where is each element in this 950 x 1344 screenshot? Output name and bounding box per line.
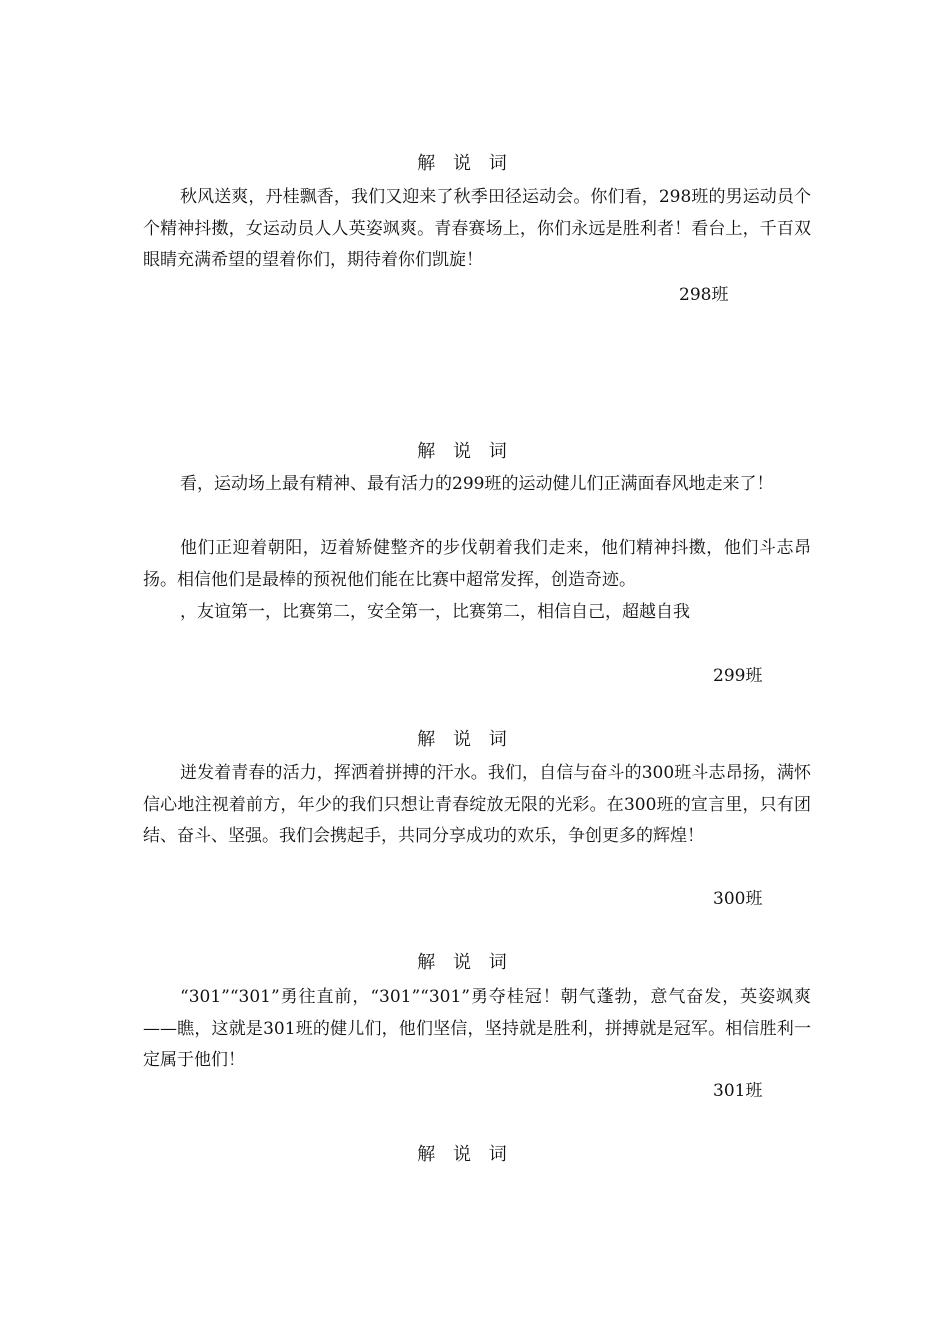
- section-title: 解 说 词: [417, 153, 513, 174]
- section-title: 解 说 词: [417, 952, 513, 973]
- class-signature: 298班: [679, 285, 729, 305]
- class-signature: 301班: [713, 1081, 763, 1101]
- paragraph: 看，运动场上最有精神、最有活力的299班的运动健儿们正满面春风地走来了！: [180, 474, 774, 494]
- section-title: 解 说 词: [417, 441, 513, 462]
- section-title: 解 说 词: [417, 729, 513, 750]
- paragraph: ，友谊第一，比赛第二，安全第一，比赛第二，相信自己，超越自我: [180, 602, 690, 622]
- class-signature: 300班: [713, 889, 763, 909]
- paragraph: 迸发着青春的活力，挥洒着拼搏的汗水。我们，自信与奋斗的300班斗志昂扬，满怀信心地注视着前方，年少的我们只想让青春绽放无限的光彩。在300班的宣言里，只有团结、奋斗、坚强。我们会携起手，共同分享成功的欢乐，争创更多的辉煌！: [143, 763, 811, 846]
- class-signature: 299班: [713, 666, 763, 686]
- paragraph: 他们正迎着朝阳，迈着矫健整齐的步伐朝着我们走来，他们精神抖擞，他们斗志昂扬。相信他们是最棒的预祝他们能在比赛中超常发挥，创造奇迹。: [143, 538, 811, 590]
- paragraph: 秋风送爽，丹桂飘香，我们又迎来了秋季田径运动会。你们看，298班的男运动员个个精神抖擞，女运动员人人英姿飒爽。青春赛场上，你们永远是胜利者！看台上，千百双眼睛充满希望的望着你们，期待着你们凯旋！: [143, 187, 811, 270]
- section-title: 解 说 词: [417, 1144, 513, 1165]
- paragraph: “301”“301”勇往直前，“301”“301”勇夺桂冠！朝气蓬勃，意气奋发，英姿飒爽——瞧，这就是301班的健儿们，他们坚信，坚持就是胜利，拼搏就是冠军。相信胜利一定属于他们！: [143, 987, 811, 1070]
